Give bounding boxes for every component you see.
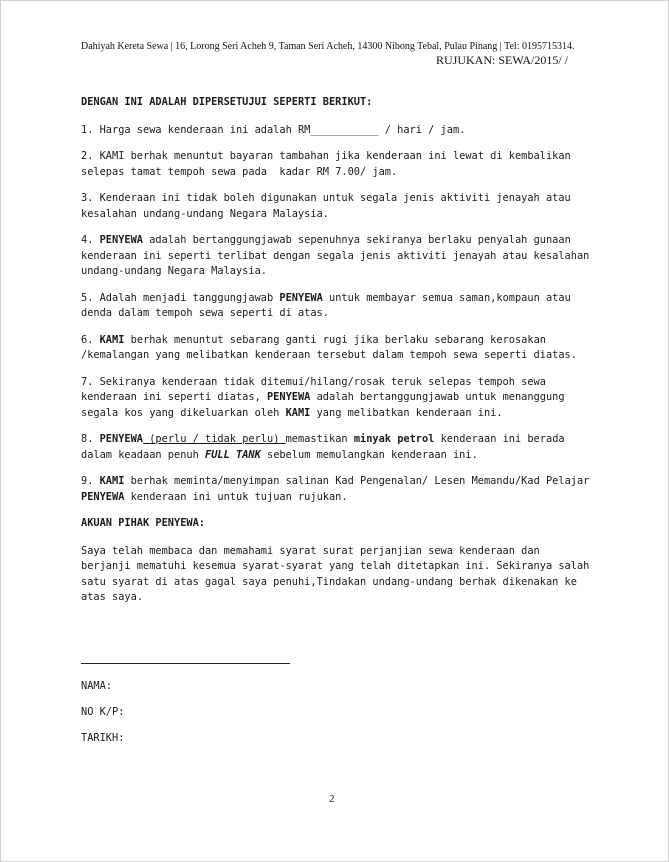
clause-8-text-3: sebelum memulangkan kenderaan ini.: [260, 448, 478, 461]
agreement-heading: DENGAN INI ADALAH DIPERSETUJUI SEPERTI BERIKUT:: [81, 96, 373, 108]
clause-6-text: berhak menuntut sebarang ganti rugi jika berlaku sebarang kerosakan /kemalangan yang melibatkan kenderaan tersebut dalam tempoh sewa seperti diatas.: [81, 333, 577, 361]
clause-4-number: 4.: [81, 234, 100, 246]
clause-9: [81, 474, 596, 505]
clause-8: [81, 432, 591, 463]
agreement-body: [81, 95, 596, 606]
clause-5: [81, 291, 591, 322]
clause-8-full-tank: FULL TANK: [205, 448, 261, 461]
clause-2-text: 2. KAMI berhak menuntut bayaran tambahan jika kenderaan ini lewat di kembalikan selepas tamat tempoh sewa pada kadar RM 7.00/ jam.: [81, 150, 577, 178]
clause-2: [81, 149, 591, 180]
clause-3: [81, 191, 591, 222]
clause-8-text: memastikan: [285, 433, 354, 445]
clause-1-text: 1. Harga sewa kenderaan ini adalah RM___________ / hari / jam.: [81, 123, 466, 136]
clause-9-bold: KAMI: [99, 475, 125, 487]
clause-5-bold: PENYEWA: [279, 291, 323, 304]
date-field: TARIKH:: [81, 732, 125, 744]
reference-number: RUJUKAN: SEWA/2015/ /: [436, 53, 569, 67]
clause-3-text: 3. Kenderaan ini tidak boleh digunakan untuk segala jenis aktiviti jenayah atau kesalahan undang-undang Negara Malaysia.: [81, 192, 577, 220]
clause-7-bold-2: KAMI: [285, 406, 311, 419]
clause-8-text-2: kenderaan ini berada dalam keadaan penuh: [81, 433, 571, 461]
clause-5-text-2: untuk membayar semua saman,kompaun atau denda dalam tempoh sewa seperti di atas.: [81, 291, 577, 319]
declaration-text: Saya telah membaca dan memahami syarat surat perjanjian sewa kenderaan dan berjanji mematuhi kesemua syarat-syarat yang telah ditetapkan ini. Sekiranya salah satu syarat di atas gagal saya penuhi,Tindakan undang-undang berhak dikenakan ke atas saya.: [81, 544, 596, 603]
ic-number-field: NO K/P:: [81, 706, 125, 718]
clause-7-text: 7. Sekiranya kenderaan tidak ditemui/hilang/rosak teruk selepas tempoh sewa kenderaan ini seperti diatas,: [81, 375, 553, 403]
clause-9-text-2: kenderaan ini untuk tujuan rujukan.: [124, 490, 348, 503]
company-header: Dahiyah Kereta Sewa | 16, Lorong Seri Acheh 9, Taman Seri Acheh, 14300 Nibong Tebal, Pulau Pinang | Tel: 0195715314.: [81, 41, 575, 52]
clause-7-bold: PENYEWA: [266, 391, 311, 403]
clause-7: [81, 375, 591, 422]
clause-7-text-3: yang melibatkan kenderaan ini.: [310, 406, 503, 419]
clause-6-bold: KAMI: [99, 333, 125, 346]
page-number: 2: [329, 793, 335, 805]
declaration-heading: AKUAN PIHAK PENYEWA:: [81, 517, 205, 529]
clause-7-text-2: adalah bertanggungjawab untuk menanggung segala kos yang dikeluarkan oleh: [81, 391, 571, 419]
clause-9-bold-2: PENYEWA: [81, 490, 125, 503]
name-field: NAMA:: [81, 680, 112, 692]
signature-line: [81, 663, 290, 664]
clause-6-number: 6.: [81, 333, 100, 346]
clause-4: [81, 233, 596, 280]
clause-9-text: berhak meminta/menyimpan salinan Kad Pengenalan/ Lesen Memandu/Kad Pelajar: [124, 475, 596, 487]
clause-5-text: 5. Adalah menjadi tanggungjawab: [81, 291, 280, 304]
clause-9-number: 9.: [81, 475, 100, 487]
clause-1: [81, 123, 591, 139]
clause-8-option: (perlu / tidak perlu): [143, 433, 286, 445]
clause-4-text: adalah bertanggungjawab sepenuhnya sekiranya berlaku penyalah gunaan kenderaan ini seperti terlibat dengan segala jenis aktiviti jenayah atau kesalahan undang-undang Negara Malaysia.: [81, 234, 596, 277]
clause-8-bold-2: minyak petrol: [353, 433, 435, 445]
clause-8-bold: PENYEWA: [99, 433, 144, 445]
clause-6: [81, 333, 591, 364]
clause-4-bold: PENYEWA: [99, 234, 144, 246]
clause-8-number: 8.: [81, 433, 100, 445]
